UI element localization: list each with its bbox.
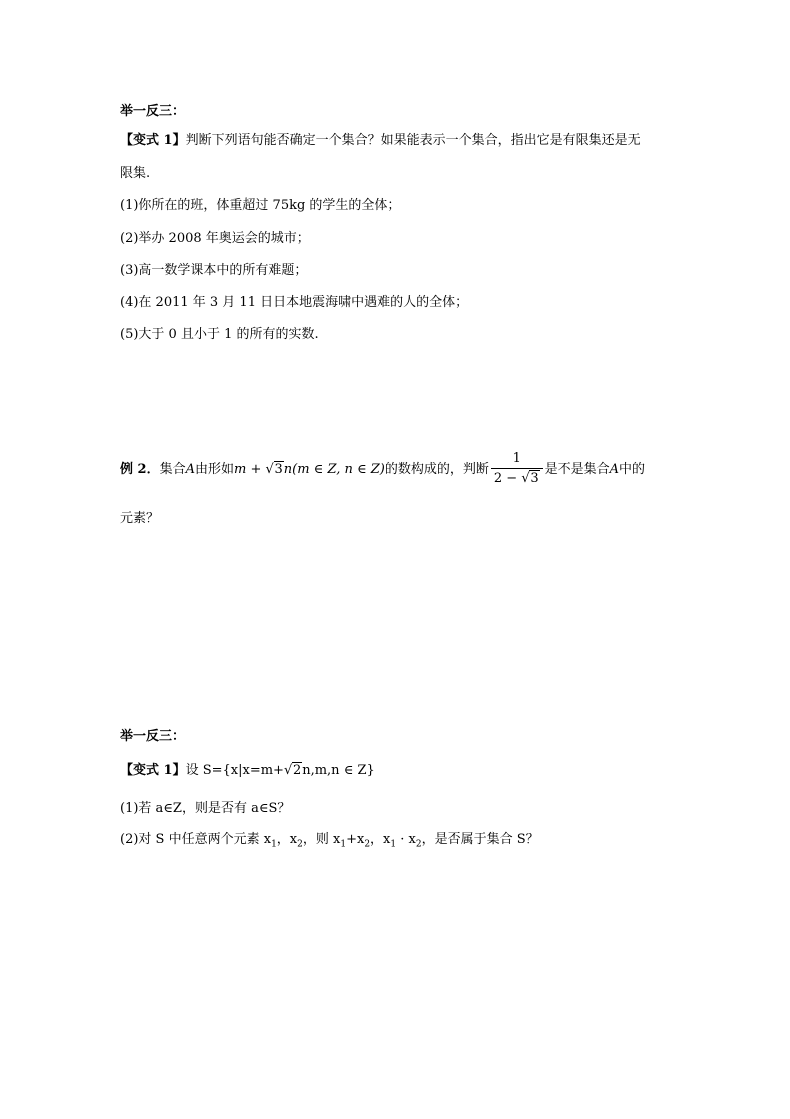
subscript: 2 [297, 839, 303, 850]
math-op: + [246, 462, 266, 477]
fraction-numerator: 1 [491, 450, 543, 469]
section1-heading: 举一反三： [120, 104, 186, 119]
variant-text: n,m,n ∈ Z} [302, 763, 375, 778]
list-item [120, 830, 539, 855]
item-text: · x [396, 832, 416, 847]
example-text: 由形如 [194, 462, 234, 477]
subscript: 2 [364, 839, 371, 850]
list-item: (1)若 a∈Z，则是否有 a∈S？ [120, 801, 291, 816]
section2-heading: 举一反三： [120, 729, 186, 744]
sqrt-radicand: 3 [274, 462, 283, 477]
section1-variant-line1 [120, 131, 641, 151]
set-symbol: A [609, 462, 620, 477]
section1-variant-line2: 限集. [120, 166, 151, 181]
math-expression: n(m ∈ Z, n ∈ Z) [283, 462, 385, 477]
list-item: (2)举办 2008 年奥运会的城市； [120, 231, 310, 246]
variant-text: 设 S={x|x=m+ [185, 763, 284, 778]
subscript: 1 [271, 839, 277, 850]
fraction-denominator [491, 469, 543, 489]
section2-variant-line [120, 761, 375, 781]
item-text: ，是否属于集合 S？ [421, 832, 539, 847]
list-item: (5)大于 0 且小于 1 的所有的实数. [120, 327, 319, 342]
denominator-text: 2 − [493, 471, 522, 486]
list-item: (1)你所在的班，体重超过 75kg 的学生的全体； [120, 198, 401, 213]
item-text: ，x [276, 832, 298, 847]
variant-prefix: 【变式 1】 [120, 133, 186, 148]
example2-line2: 元素？ [120, 511, 160, 526]
math-var: m [234, 462, 247, 477]
item-text: +x [346, 832, 365, 847]
sqrt-expression: √ 2 [283, 763, 302, 778]
fraction [491, 450, 543, 489]
subscript: 1 [390, 839, 397, 850]
item-text: (2)对 S 中任意两个元素 x [120, 832, 272, 847]
example-label: 例 2． [120, 462, 160, 477]
example-text: 中的 [619, 462, 646, 477]
variant-text: 判断下列语句能否确定一个集合？如果能表示一个集合，指出它是有限集还是无 [185, 133, 641, 148]
sqrt-expression: √ 3 [265, 462, 283, 477]
sqrt-radicand: 3 [530, 471, 539, 486]
item-text: ，则 x [302, 832, 341, 847]
list-item: (3)高一数学课本中的所有难题； [120, 263, 308, 278]
example-text: 是不是集合 [544, 462, 610, 477]
list-item: (4)在 2011 年 3 月 11 日日本地震海啸中遇难的人的全体； [120, 295, 469, 310]
example-text: 的数构成的，判断 [384, 462, 489, 477]
subscript: 2 [415, 839, 422, 850]
sqrt-expression: √ 3 [521, 471, 539, 486]
subscript: 1 [340, 839, 347, 850]
sqrt-radicand: 2 [292, 763, 302, 778]
example2-line1 [120, 450, 645, 489]
example-text: 集合 [159, 462, 186, 477]
set-symbol: A [185, 462, 195, 477]
variant-prefix: 【变式 1】 [120, 763, 186, 778]
item-text: ，x [370, 832, 391, 847]
